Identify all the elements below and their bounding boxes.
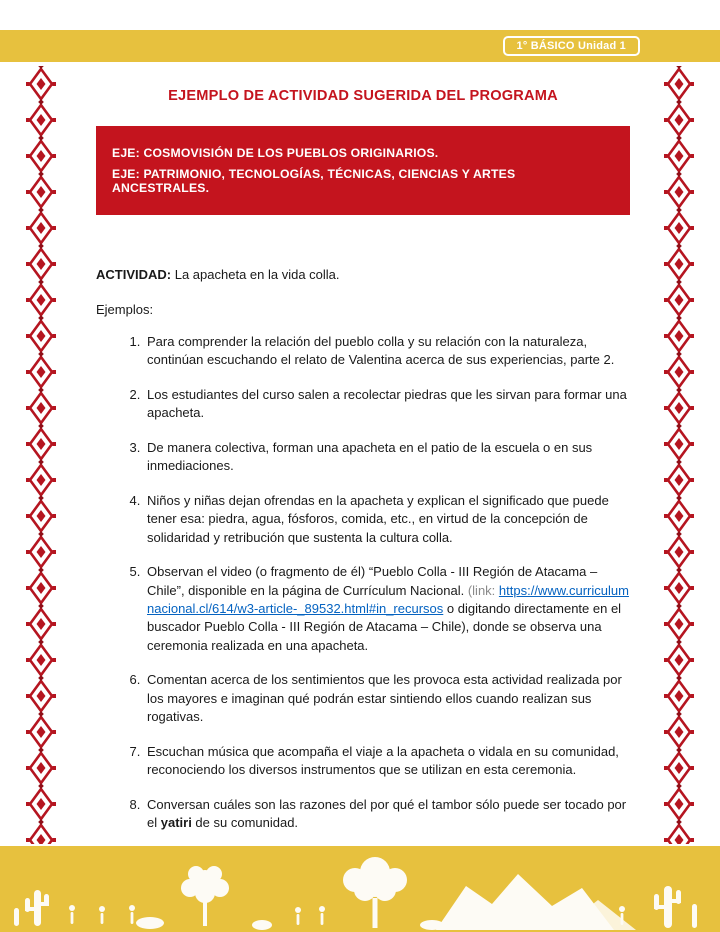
- bush-silhouette: [252, 920, 272, 930]
- left-textile-border: [26, 66, 56, 844]
- bush-silhouette: [136, 917, 164, 929]
- activity-text: La apacheta en la vida colla.: [174, 267, 340, 282]
- list-item: [144, 386, 630, 423]
- text-run: Comentan acerca de los sentimientos que les provoca esta actividad realizada por los mayores e imaginan qué podrán estar sintiendo ellos cuando realizan sus rogativas.: [147, 672, 622, 725]
- tree-silhouette: [343, 857, 407, 928]
- examples-label: Ejemplos:: [96, 302, 154, 317]
- tree-silhouette: [181, 866, 229, 926]
- text-run: Conversan cuáles son las razones del por qué el tambor sólo puede ser tocado por el: [147, 796, 627, 831]
- list-item: [144, 563, 630, 655]
- activity-line: [96, 267, 630, 282]
- text-run: (link:: [467, 582, 499, 598]
- textile-pattern: [664, 66, 694, 844]
- text-run: Para comprender la relación del pueblo colla y su relación con la naturaleza, continúan escuchando el relato de Valentina acerca de sus experiencias, parte 2.: [147, 334, 615, 368]
- unit-badge: 1° BÁSICO Unidad 1: [503, 36, 640, 56]
- text-run: Los estudiantes del curso salen a recolectar piedras que les sirvan para formar una apacheta.: [147, 386, 627, 421]
- list-item: [144, 333, 630, 370]
- eje-line-2: EJE: PATRIMONIO, TECNOLOGÍAS, TÉCNICAS, CIENCIAS Y ARTES ANCESTRALES.: [112, 167, 516, 195]
- list-item: [144, 743, 630, 780]
- cactus-silhouette: [654, 886, 697, 928]
- text-run: De manera colectiva, forman una apacheta en el patio de la escuela o en sus inmediaciones.: [147, 439, 593, 474]
- text-run: Niños y niñas dejan ofrendas en la apacheta y explican el significado que puede tener esa: piedra, agua, fósforos, comida, etc., en virtud de la concepción de solidaridad y retribución que sustenta la cultura colla.: [147, 492, 609, 545]
- text-run: Observan el video (o fragmento de él) “Pueblo Colla - III Región de Atacama – Chile”, disponible en la página de Currículum Nacional.: [147, 564, 598, 598]
- text-run: Escuchan música que acompaña el viaje a la apacheta o vidala en su comunidad, reconociendo los diversos instrumentos que se utilizan en esta ceremonia.: [147, 743, 619, 778]
- text-run: de su comunidad.: [191, 815, 299, 831]
- text-run: o digitando directamente en el buscador Pueblo Colla - III Región de Atacama – Chile), donde se observa una ceremonia realizada en una apacheta.: [147, 600, 622, 653]
- curriculum-link[interactable]: https://www.curriculumnacional.cl/614/w3-article-_89532.html#in_recursos: [147, 582, 629, 616]
- list-item: [144, 439, 630, 476]
- top-yellow-bar: [0, 30, 720, 62]
- list-item: [144, 796, 630, 833]
- cactus-silhouette: [14, 890, 49, 926]
- examples-list: [96, 333, 630, 833]
- eje-line-1: EJE: COSMOVISIÓN DE LOS PUEBLOS ORIGINARIOS.: [112, 146, 439, 160]
- eje-box: [96, 126, 630, 215]
- right-textile-border: [664, 66, 694, 844]
- activity-label: ACTIVIDAD:: [96, 267, 172, 282]
- page-title: EJEMPLO DE ACTIVIDAD SUGERIDA DEL PROGRAMA: [168, 88, 558, 104]
- footer-band: [0, 846, 720, 932]
- landscape-illustration: [0, 846, 720, 932]
- bold-text: yatiri: [160, 815, 192, 831]
- list-item: [144, 492, 630, 547]
- content-area: [96, 88, 630, 849]
- list-item: [144, 671, 630, 726]
- textile-pattern: [26, 66, 56, 844]
